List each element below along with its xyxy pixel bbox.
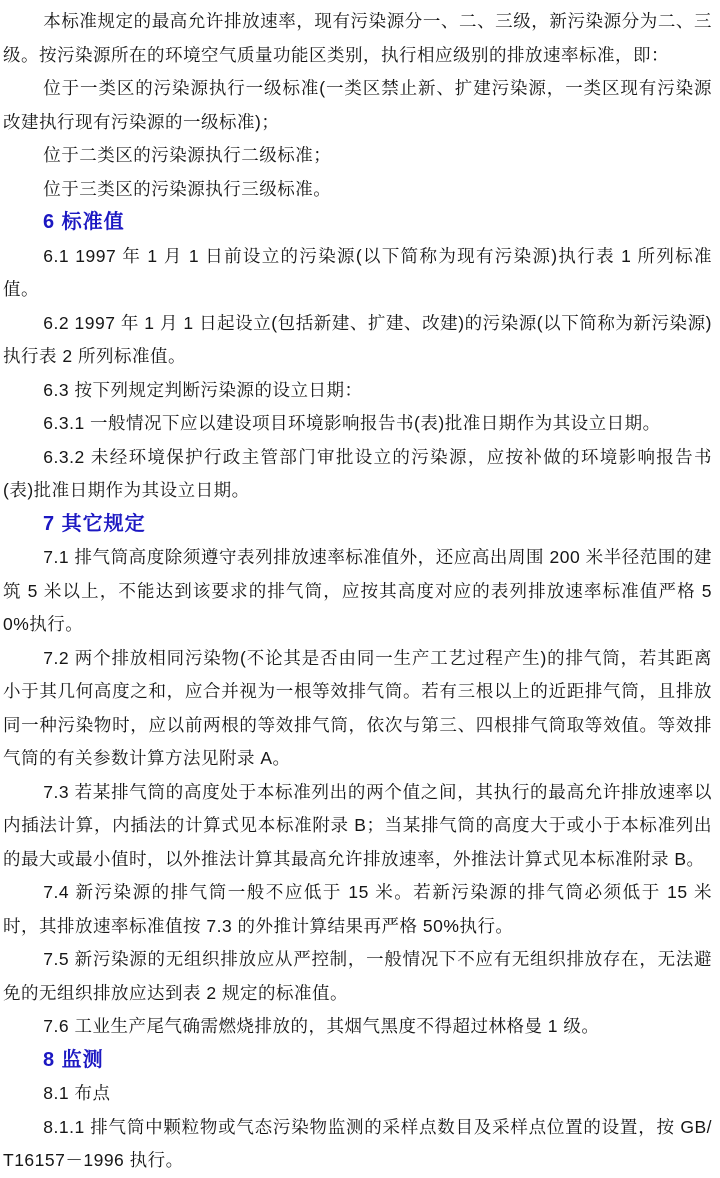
paragraph: 7.6 工业生产尾气确需燃烧排放的，其烟气黑度不得超过林格曼 1 级。 [43,1016,600,1036]
paragraph: 6.3.1 一般情况下应以建设项目环境影响报告书(表)批准日期作为其设立日期。 [43,413,661,433]
section-heading-7: 7 其它规定 [43,512,146,535]
paragraph: 8.1.1 排气筒中颗粒物或气态污染物监测的采样点数目及采样点位置的设置，按 GB/T16157－1996 执行。 [3,1116,712,1170]
paragraph: 6.3 按下列规定判断污染源的设立日期： [43,379,363,400]
paragraph: 位于二类区的污染源执行二级标准； [43,145,332,165]
section-heading-6: 6 标准值 [43,211,125,233]
paragraph: 6.2 1997 年 1 月 1 日起设立(包括新建、扩建、改建)的污染源(以下简称为新污染源)执行表 2 所列标准值。 [3,312,712,366]
paragraph: 位于一类区的污染源执行一级标准(一类区禁止新、扩建污染源，一类区现有污染源改建执行现有污染源的一级标准)； [3,78,712,132]
paragraph: 位于三类区的污染源执行三级标准。 [43,178,332,199]
paragraph: 8.1 布点 [43,1083,111,1103]
paragraph: 7.1 排气筒高度除须遵守表列排放速率标准值外，还应高出周围 200 米半径范围的建筑 5 米以上，不能达到该要求的排气筒，应按其高度对应的表列排放速率标准值严格 50%执行。 [3,547,712,634]
section-heading-8: 8 监测 [43,1048,104,1071]
paragraph: 7.5 新污染源的无组织排放应从严控制，一般情况下不应有无组织排放存在，无法避免的无组织排放应达到表 2 规定的标准值。 [3,949,712,1003]
paragraph: 6.1 1997 年 1 月 1 日前设立的污染源(以下简称为现有污染源)执行表 1 所列标准值。 [3,245,712,299]
paragraph: 7.4 新污染源的排气筒一般不应低于 15 米。若新污染源的排气筒必须低于 15 米时，其排放速率标准值按 7.3 的外推计算结果再严格 50%执行。 [3,882,712,936]
paragraph: 7.2 两个排放相同污染物(不论其是否由同一生产工艺过程产生)的排气筒，若其距离小于其几何高度之和，应合并视为一根等效排气筒。若有三根以上的近距排气筒，且排放同一种污染物时，应以前两根的等效排气筒，依次与第三、四根排气筒取等效值。等效排气筒的有关参数计算方法见附录 A。 [3,647,712,768]
paragraph: 6.3.2 未经环境保护行政主管部门审批设立的污染源，应按补做的环境影响报告书(表)批准日期作为其设立日期。 [3,446,712,500]
paragraph: 本标准规定的最高允许排放速率，现有污染源分一、二、三级，新污染源分为二、三级。按污染源所在的环境空气质量功能区类别，执行相应级别的排放速率标准，即： [3,11,712,65]
paragraph: 7.3 若某排气筒的高度处于本标准列出的两个值之间，其执行的最高允许排放速率以内插法计算，内插法的计算式见本标准附录 B；当某排气筒的高度大于或小于本标准列出的最大或最小值时，以外推法计算其最高允许排放速率，外推法计算式见本标准附录 B。 [3,781,712,869]
